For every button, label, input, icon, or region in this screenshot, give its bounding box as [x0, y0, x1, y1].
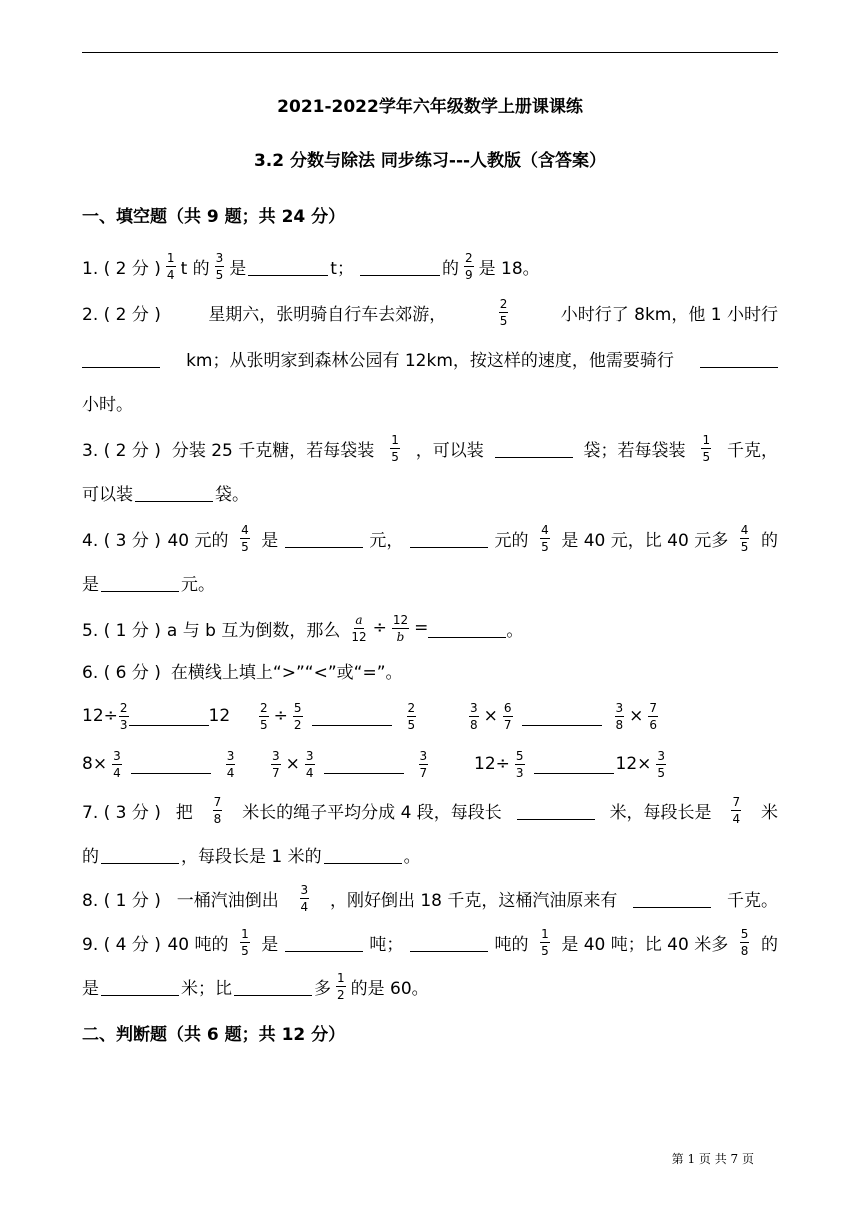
fraction: $\frac{1}{5}$ [391, 432, 399, 464]
page-subtitle: 3.2 分数与除法 同步练习---人教版（含答案） [253, 151, 607, 171]
answer-blank[interactable] [285, 933, 363, 952]
question-4-line-2: 是 元。 [82, 574, 215, 595]
section-true-false-heading: 二、判断题（共 6 题；共 12 分） [82, 1025, 346, 1045]
fraction: $\frac{4}{5}$ [241, 522, 249, 554]
answer-blank[interactable] [131, 755, 211, 774]
answer-blank[interactable] [360, 257, 440, 276]
question-5: 5. ( 1 分 ) a 与 b 互为倒数，那么 $\frac{a}{12}$ ÷ $\frac{12}{b}$ = 。 [82, 612, 524, 644]
fraction: $\frac{1}{5}$ [241, 926, 249, 958]
fraction: $\frac{1}{4}$ [166, 250, 175, 282]
fraction: $\frac{4}{5}$ [541, 522, 549, 554]
answer-blank[interactable] [522, 707, 602, 726]
answer-blank[interactable] [410, 529, 488, 548]
header-rule [82, 52, 778, 53]
comparison-b: $\frac{2}{5}$ ÷ $\frac{5}{2}$ $\frac{2}{5}$ [260, 700, 416, 732]
answer-blank[interactable] [248, 257, 328, 276]
question-7: 7. ( 3 分 ) 把 $\frac{7}{8}$ 米长的绳子平均分成 4 段，每段长 米，每段长是 $\frac{7}{4}$ 米 [82, 794, 778, 826]
section-fill-blank-heading: 一、填空题（共 9 题；共 24 分） [82, 207, 346, 227]
question-6: 6. ( 6 分 ) 在横线上填上“>”“<”或“=”。 [82, 662, 403, 683]
comparison-a: 12÷ $\frac{2}{3}$ 12 [82, 700, 231, 732]
fraction: $\frac{2}{9}$ [464, 250, 473, 282]
question-9-line-2: 是 米；比 多 $\frac{1}{2}$ 的是 60。 [82, 970, 429, 1002]
question-3-line-2: 可以装 袋。 [82, 484, 249, 505]
fraction: $\frac{7}{4}$ [732, 794, 741, 826]
fraction: $\frac{a}{12}$ [351, 612, 367, 644]
question-8: 8. ( 1 分 ) 一桶汽油倒出 $\frac{3}{4}$ ，刚好倒出 18 千克，这桶汽油原来有 千克。 [82, 882, 778, 914]
answer-blank[interactable] [428, 619, 506, 638]
answer-blank[interactable] [700, 349, 778, 368]
comparison-c: $\frac{3}{8}$ × $\frac{6}{7}$ $\frac{3}{8}$ × $\frac{7}{6}$ [470, 700, 658, 732]
fraction: $\frac{1}{5}$ [541, 926, 549, 958]
answer-blank[interactable] [410, 933, 488, 952]
fraction: $\frac{12}{b}$ [392, 612, 409, 644]
answer-blank[interactable] [324, 845, 402, 864]
answer-blank[interactable] [534, 755, 614, 774]
fraction: $\frac{4}{5}$ [740, 522, 749, 554]
comparison-d: 8× $\frac{3}{4}$ $\frac{3}{4}$ [82, 748, 235, 780]
answer-blank[interactable] [101, 977, 179, 996]
page-number: 第 1 页 共 7 页 [671, 1152, 754, 1166]
answer-blank[interactable] [285, 529, 363, 548]
fraction: $\frac{3}{5}$ [215, 250, 224, 282]
answer-blank[interactable] [135, 483, 213, 502]
comparison-f: 12÷ $\frac{5}{3}$ 12× $\frac{3}{5}$ [474, 748, 666, 780]
question-2-line-2: km；从张明家到森林公园有 12km，按这样的速度，他需要骑行 [82, 344, 778, 372]
answer-blank[interactable] [324, 755, 404, 774]
answer-blank[interactable] [517, 801, 595, 820]
question-2: 2. ( 2 分 ) 星期六，张明骑自行车去郊游， $\frac{2}{5}$ 小时行了 8km，他 1 小时行 [82, 296, 778, 328]
comparison-e: $\frac{3}{7}$ × $\frac{3}{4}$ $\frac{3}{7}$ [272, 748, 428, 780]
answer-blank[interactable] [633, 889, 711, 908]
question-1: 1. ( 2 分 ) $\frac{1}{4}$ t 的 $\frac{3}{5}$ 是 t； 的 $\frac{2}{9}$ 是 18。 [82, 250, 540, 282]
question-6-row-1 [82, 702, 782, 730]
fraction: $\frac{1}{2}$ [337, 970, 345, 1002]
question-2-line-3: 小时。 [82, 394, 133, 415]
answer-blank[interactable] [129, 707, 209, 726]
fraction: $\frac{1}{5}$ [702, 432, 711, 464]
page-title: 2021-2022学年六年级数学上册课课练 [277, 97, 583, 117]
fraction: $\frac{7}{8}$ [213, 794, 222, 826]
question-7-line-2: 的 ，每段长是 1 米的 。 [82, 846, 421, 867]
fraction: $\frac{3}{4}$ [300, 882, 309, 914]
fraction: $\frac{2}{5}$ [499, 296, 508, 328]
answer-blank[interactable] [82, 349, 160, 368]
fraction: $\frac{5}{8}$ [740, 926, 749, 958]
answer-blank[interactable] [101, 845, 179, 864]
question-9: 9. ( 4 分 ) 40 吨的 $\frac{1}{5}$ 是 吨； 吨的 $\frac{1}{5}$ 是 40 吨；比 40 米多 $\frac{5}{8}$ 的 [82, 926, 778, 958]
answer-blank[interactable] [495, 439, 573, 458]
question-4: 4. ( 3 分 ) 40 元的 $\frac{4}{5}$ 是 元， 元的 $\frac{4}{5}$ 是 40 元，比 40 元多 $\frac{4}{5}$ 的 [82, 522, 778, 554]
question-3: 3. ( 2 分 ) 分装 25 千克糖，若每袋装 $\frac{1}{5}$ ，可以装 袋；若每袋装 $\frac{1}{5}$ 千克， [82, 432, 778, 464]
answer-blank[interactable] [312, 707, 392, 726]
answer-blank[interactable] [101, 573, 179, 592]
answer-blank[interactable] [234, 977, 312, 996]
question-6-row-2 [82, 750, 782, 778]
